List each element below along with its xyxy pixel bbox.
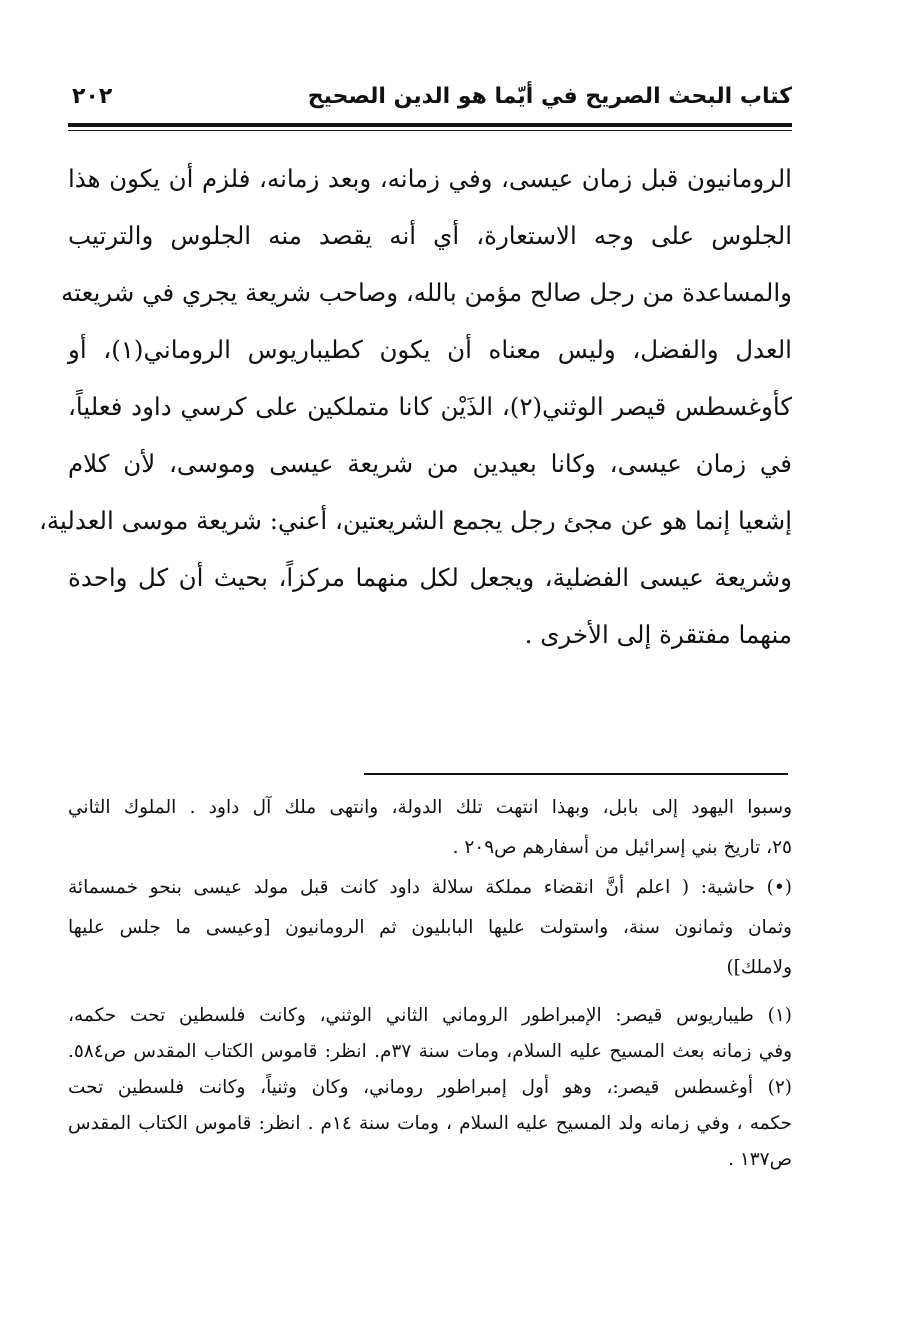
hashiya-line: (•) حاشية: ( اعلم أنَّ انقضاء مملكة سلالة داود كانت قبل مولد عيسى بنحو خمسمائة <box>68 877 792 898</box>
body-text <box>38 150 792 663</box>
footnote-2-line: ص١٣٧ . <box>728 1149 792 1170</box>
body-line: والمساعدة من رجل صالح مؤمن بالله، وصاحب شريعة يجري في شريعته <box>61 278 792 307</box>
footnote-1-line: وفي زمانه بعث المسيح عليه السلام، ومات سنة ٣٧م. انظر: قاموس الكتاب المقدس ص٥٨٤. <box>68 1041 792 1062</box>
footnotes <box>68 788 792 1178</box>
body-line: الرومانيون قبل زمان عيسى، وفي زمانه، وبعد زمانه، فلزم أن يكون هذا <box>68 164 792 193</box>
footnote-line: وسبوا اليهود إلى بابل، وبهذا انتهت تلك الدولة، وانتهى ملك آل داود . الملوك الثاني <box>68 797 792 818</box>
body-line: الجلوس على وجه الاستعارة، أي أنه يقصد منه الجلوس والترتيب <box>68 221 792 250</box>
body-line: في زمان عيسى، وكانا بعيدين من شريعة عيسى وموسى، لأن كلام <box>68 449 792 478</box>
running-title: كتاب البحث الصريح في أيّما هو الدين الصحيح <box>307 84 792 109</box>
footnote-1-line: (١) طيباريوس قيصر: الإمبراطور الروماني الثاني الوثني، وكانت فلسطين تحت حكمه، <box>68 1005 792 1026</box>
page-header <box>68 82 792 122</box>
body-line: كأوغسطس قيصر الوثني(٢)، الذَيْن كانا متملكين على كرسي داود فعلياً، <box>68 392 792 421</box>
header-rule-thick <box>68 123 792 127</box>
header-rule-thin <box>68 130 792 131</box>
footnote-2-line: حكمه ، وفي زمانه ولد المسيح عليه السلام ، ومات سنة ١٤م . انظر: قاموس الكتاب المقدس <box>68 1113 792 1134</box>
hashiya-line: وثمان وثمانون سنة، واستولت عليها البابليون ثم الرومانيون [وعيسى ما جلس عليها <box>68 917 792 938</box>
footnote-gap <box>68 988 792 998</box>
footnote-separator <box>364 773 788 775</box>
footnote-line: ٢٥، تاريخ بني إسرائيل من أسفارهم ص٢٠٩ . <box>452 837 792 858</box>
page-number: ٢٠٢ <box>72 84 113 109</box>
body-line: إشعيا إنما هو عن مجئ رجل يجمع الشريعتين، أعني: شريعة موسى العدلية، <box>38 506 792 535</box>
body-line: العدل والفضل، وليس معناه أن يكون كطيباريوس الروماني(١)، أو <box>68 335 792 364</box>
hashiya-line: ولاملك]) <box>726 957 792 978</box>
footnote-2-line: (٢) أوغسطس قيصر:، وهو أول إمبراطور روماني، وكان وثنياً، وكانت فلسطين تحت <box>68 1077 792 1098</box>
body-line: منهما مفتقرة إلى الأخرى . <box>524 620 792 649</box>
body-line: وشريعة عيسى الفضلية، ويجعل لكل منهما مركزاً، بحيث أن كل واحدة <box>68 563 792 592</box>
